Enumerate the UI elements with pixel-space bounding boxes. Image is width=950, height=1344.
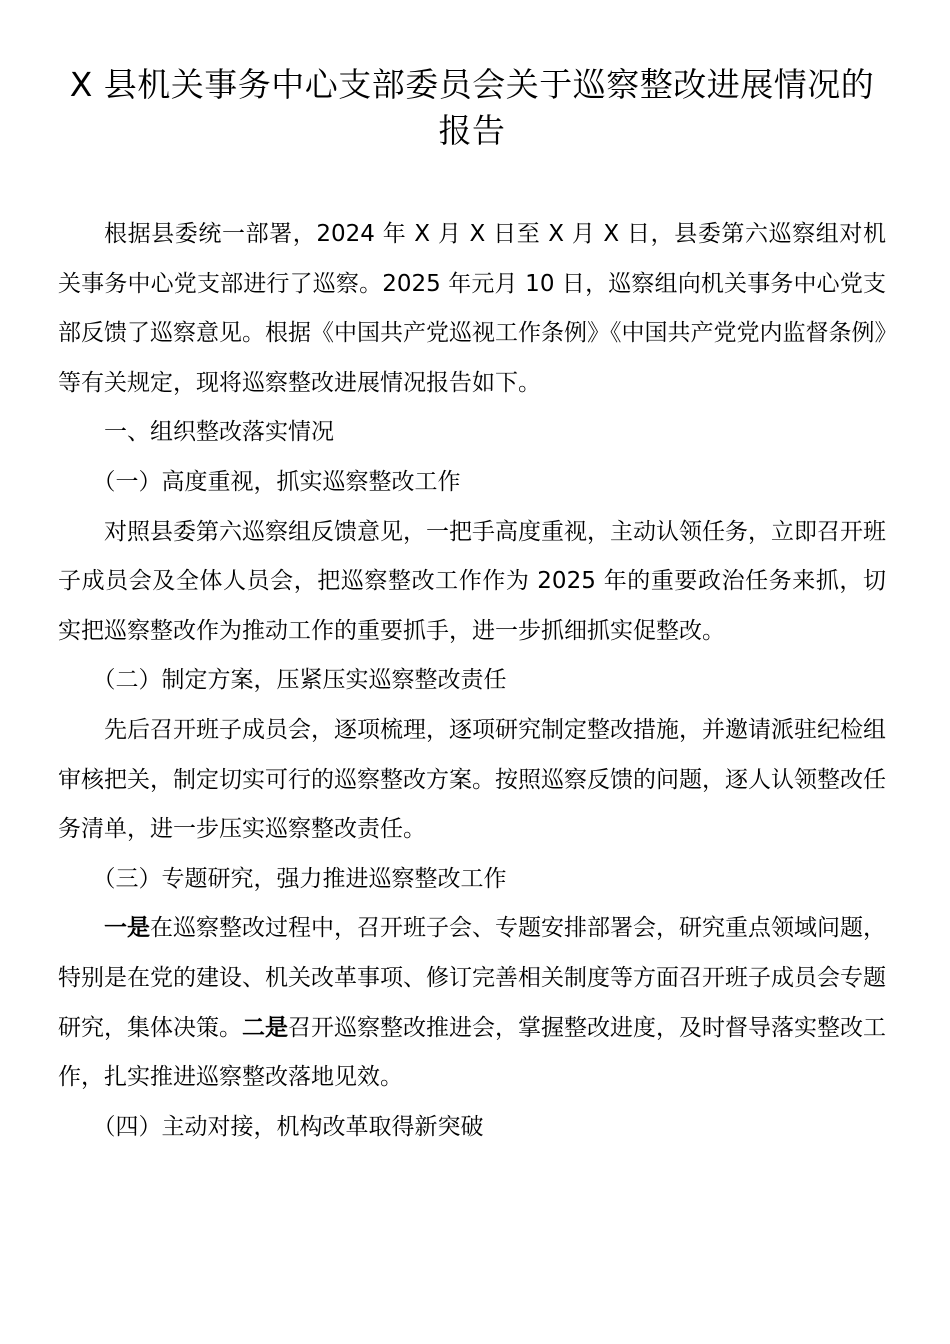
subsection-heading-1: （一）高度重视，抓实巡察整改工作 [92, 468, 461, 495]
section-heading-1: 一、组织整改落实情况 [104, 419, 334, 446]
lead-second: 二是 [242, 1014, 288, 1041]
intro-paragraph: 根据县委统一部署，2024 年 X 月 X 日至 X 月 X 日，县委第六巡察组对机关事务中心党支部进行了巡察。2025 年元月 10 日，巡察组向机关事务中心党支部反馈了巡察意见。根据《中国共产党巡视工作条例》《中国共产党党内监督条例》等有关规定，现将巡察整改进展情况报告如下。 [58, 221, 886, 396]
body-second: 召开巡察整改推进会，掌握整改进度，及时督导落实整改工作，扎实推进巡察整改落地见效。 [58, 1014, 886, 1091]
lead-first: 一是 [104, 915, 150, 942]
subsection-body-1: 对照县委第六巡察组反馈意见，一把手高度重视，主动认领任务，立即召开班子成员会及全体人员会，把巡察整改工作作为 2025 年的重要政治任务来抓，切实把巡察整改作为推动工作的重要抓手，进一步抓细抓实促整改。 [58, 518, 886, 644]
subsection-body-2: 先后召开班子成员会，逐项梳理，逐项研究制定整改措施，并邀请派驻纪检组审核把关，制定切实可行的巡察整改方案。按照巡察反馈的问题，逐人认领整改任务清单，进一步压实巡察整改责任。 [58, 716, 886, 843]
subsection-heading-4: （四）主动对接，机构改革取得新突破 [92, 1113, 484, 1140]
subsection-body-3 [58, 904, 886, 1102]
subsection-heading-2: （二）制定方案，压紧压实巡察整改责任 [92, 667, 507, 694]
subsection-heading-3: （三）专题研究，强力推进巡察整改工作 [92, 865, 507, 892]
document-title: X 县机关事务中心支部委员会关于巡察整改进展情况的报告 [69, 65, 875, 150]
body-first: 在巡察整改过程中，召开班子会、专题安排部署会，研究重点领域问题，特别是在党的建设、机关改革事项、修订完善相关制度等方面召开班子成员会专题研究，集体决策。 [58, 915, 886, 1041]
